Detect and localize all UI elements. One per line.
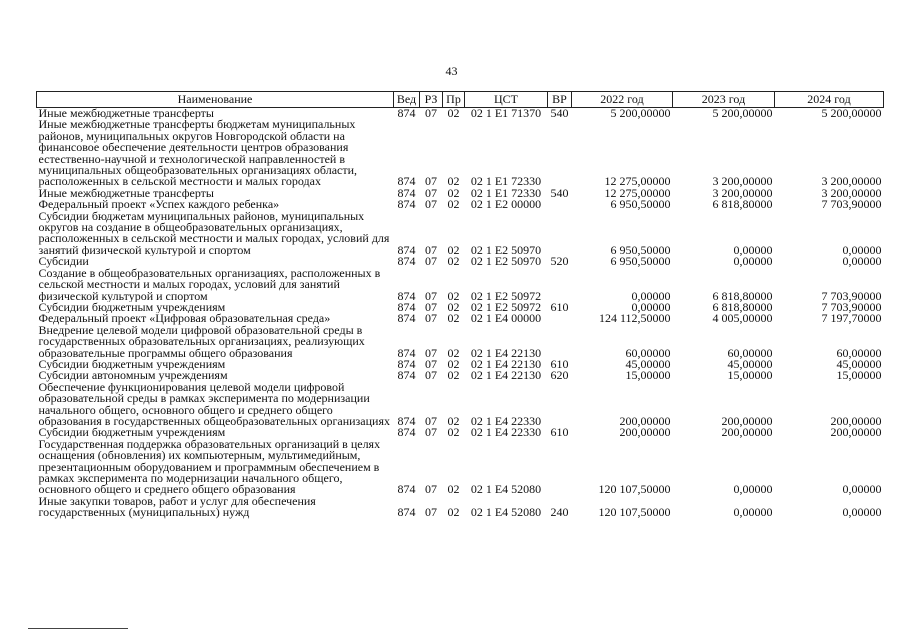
row-amount-2023: 6 818,80000 — [712, 199, 773, 211]
row-amount-2022: 0,00000 — [631, 288, 671, 302]
row-amount-2023: 200,00000 — [721, 413, 773, 428]
row-ved: 874 — [397, 413, 416, 428]
row-ved: 874 — [397, 107, 416, 120]
row-rz: 07 — [425, 358, 437, 371]
row-rz: 07 — [425, 370, 437, 382]
row-rz: 07 — [425, 301, 437, 314]
row-rz: 07 — [425, 482, 437, 496]
table-header-row — [37, 92, 884, 108]
header-ved: Вед — [394, 92, 420, 108]
row-amount-2024: 0,00000 — [842, 256, 882, 268]
row-cst: 02 1 E4 22130 — [470, 358, 542, 371]
row-pr: 02 — [447, 482, 460, 496]
row-rz: 07 — [425, 242, 437, 257]
page-number: 43 — [445, 64, 458, 78]
row-cst: 02 1 E4 22330 — [470, 427, 542, 439]
row-cst: 02 1 E4 22130 — [470, 345, 542, 359]
row-cst: 02 1 E2 50972 — [470, 288, 542, 302]
row-pr: 02 — [447, 370, 460, 382]
row-cst: 02 1 E2 00000 — [470, 199, 542, 211]
row-vr: 620 — [550, 370, 569, 382]
row-rz: 07 — [425, 187, 437, 200]
row-vr: 610 — [550, 427, 569, 439]
row-amount-2023: 6 818,80000 — [712, 288, 773, 302]
row-amount-2024: 0,00000 — [842, 242, 882, 257]
table-row — [37, 108, 884, 120]
row-ved: 874 — [397, 199, 416, 211]
row-amount-2024: 7 703,90000 — [821, 301, 882, 314]
row-ved: 874 — [397, 242, 416, 257]
row-amount-2022: 15,00000 — [625, 370, 671, 382]
table-row — [37, 382, 884, 428]
row-ved: 874 — [397, 288, 416, 302]
row-rz: 07 — [425, 174, 437, 188]
row-vr — [548, 119, 572, 187]
row-pr: 02 — [447, 413, 460, 428]
table-row — [37, 325, 884, 359]
table-row — [37, 268, 884, 302]
row-ved: 874 — [397, 482, 416, 496]
row-pr: 02 — [447, 345, 460, 359]
header-cst: ЦСТ — [465, 92, 548, 108]
row-rz: 07 — [425, 413, 437, 428]
row-rz: 07 — [425, 505, 437, 519]
row-rz: 07 — [425, 345, 437, 359]
row-ved: 874 — [397, 427, 416, 439]
row-rz: 07 — [425, 288, 437, 302]
table-row — [37, 119, 884, 187]
row-amount-2024: 5 200,00000 — [821, 107, 882, 120]
row-name: Субсидии бюджетным учреждениям — [38, 358, 226, 371]
row-ved: 874 — [397, 313, 416, 325]
row-cst: 02 1 E1 72330 — [470, 174, 542, 188]
row-cst: 02 1 E2 50972 — [470, 301, 542, 314]
row-name: Создание в общеобразовательных организациях, расположенных в сельской местности и малых городах, условий для занятий физической культурой и спортом — [38, 267, 381, 302]
row-amount-2024: 7 703,90000 — [821, 288, 882, 302]
row-ved: 874 — [397, 345, 416, 359]
row-ved: 874 — [397, 187, 416, 200]
row-name: Иные межбюджетные трансферты — [38, 187, 214, 200]
row-amount-2023: 5 200,00000 — [712, 107, 773, 120]
table-row — [37, 188, 884, 199]
row-cst: 02 1 E4 22130 — [470, 370, 542, 382]
row-name: Субсидии бюджетным учреждениям — [38, 427, 226, 439]
row-ved: 874 — [397, 174, 416, 188]
row-amount-2024: 45,00000 — [836, 358, 882, 371]
table-row — [37, 370, 884, 381]
row-amount-2022: 60,00000 — [625, 345, 671, 359]
row-pr: 02 — [447, 505, 460, 519]
header-rz: РЗ — [420, 92, 443, 108]
row-pr: 02 — [447, 256, 460, 268]
row-amount-2023: 60,00000 — [727, 345, 773, 359]
row-amount-2023: 4 005,00000 — [712, 313, 773, 325]
row-amount-2023: 3 200,00000 — [712, 187, 773, 200]
row-pr: 02 — [447, 427, 460, 439]
row-amount-2024: 3 200,00000 — [821, 187, 882, 200]
table-row — [37, 256, 884, 267]
row-name: Субсидии автономным учреждениям — [38, 370, 228, 382]
row-amount-2023: 0,00000 — [733, 242, 773, 257]
row-rz: 07 — [425, 107, 437, 120]
row-cst: 02 1 E1 72330 — [470, 187, 542, 200]
row-amount-2023: 200,00000 — [721, 427, 773, 439]
row-amount-2024: 0,00000 — [842, 505, 882, 519]
row-amount-2024: 7 703,90000 — [821, 199, 882, 211]
row-amount-2023: 3 200,00000 — [712, 174, 773, 188]
table-row — [37, 313, 884, 324]
row-rz: 07 — [425, 199, 437, 211]
row-amount-2024: 15,00000 — [836, 370, 882, 382]
row-amount-2022: 45,00000 — [625, 358, 671, 371]
row-amount-2022: 6 950,50000 — [610, 199, 671, 211]
row-cst: 02 1 E2 50970 — [470, 242, 542, 257]
row-vr: 540 — [550, 107, 569, 120]
row-ved: 874 — [397, 505, 416, 519]
table-row — [37, 302, 884, 313]
row-vr: 610 — [550, 358, 569, 371]
row-amount-2022: 124 112,50000 — [598, 313, 671, 325]
row-amount-2022: 120 107,50000 — [598, 505, 671, 519]
row-vr: 520 — [550, 256, 569, 268]
row-pr: 02 — [447, 242, 460, 257]
row-vr — [548, 325, 572, 359]
table-row — [37, 211, 884, 257]
row-pr: 02 — [447, 288, 460, 302]
row-name: Государственная поддержка образовательных организаций в целях оснащения (обновления) их компьютерным, мультимедийным, презентационным оборудованием и программным обеспечением в рамках эксперимента по модернизации начального общего, основного общего и среднего общего образования — [38, 438, 381, 496]
row-ved: 874 — [397, 256, 416, 268]
row-name: Федеральный проект «Цифровая образовательная среда» — [38, 313, 331, 325]
header-pr: Пр — [443, 92, 465, 108]
row-amount-2024: 200,00000 — [830, 413, 882, 428]
header-2023: 2023 год — [673, 92, 775, 108]
row-vr — [548, 211, 572, 257]
row-name: Субсидии бюджетным учреждениям — [38, 301, 226, 314]
header-2024: 2024 год — [775, 92, 884, 108]
row-name: Иные закупки товаров, работ и услуг для обеспечения государственных (муниципальных) нужд — [38, 495, 316, 519]
row-amount-2022: 5 200,00000 — [610, 107, 671, 120]
row-amount-2024: 7 197,70000 — [821, 313, 882, 325]
row-amount-2022: 12 275,00000 — [604, 174, 671, 188]
row-name: Внедрение целевой модели цифровой образовательной среды в государственных образовательных организациях, реализующих образовательные программы общего образования — [38, 324, 365, 359]
row-rz: 07 — [425, 427, 437, 439]
row-pr: 02 — [447, 187, 460, 200]
row-rz: 07 — [425, 313, 437, 325]
row-pr: 02 — [447, 107, 460, 120]
row-cst: 02 1 E2 50970 — [470, 256, 542, 268]
row-vr: 540 — [550, 187, 569, 200]
row-amount-2022: 0,00000 — [631, 301, 671, 314]
row-name: Иные межбюджетные трансферты бюджетам муниципальных районов, муниципальных округов Новгородской области на финансовое обеспечение деятельности центров образования естественно-научной и технологической направленностей в муниципальных общеобразовательных организациях области, расположенных в сельской местности и малых городах — [38, 119, 358, 188]
row-pr: 02 — [447, 301, 460, 314]
table-row — [37, 439, 884, 496]
row-amount-2024: 200,00000 — [830, 427, 882, 439]
row-cst: 02 1 E4 52080 — [470, 505, 542, 519]
row-cst: 02 1 E1 71370 — [470, 107, 542, 120]
row-vr — [548, 199, 572, 210]
row-amount-2023: 0,00000 — [733, 482, 773, 496]
row-amount-2023: 0,00000 — [733, 505, 773, 519]
row-amount-2023: 0,00000 — [733, 256, 773, 268]
row-amount-2022: 200,00000 — [619, 427, 671, 439]
row-pr: 02 — [447, 313, 460, 325]
table-row — [37, 427, 884, 438]
row-vr — [548, 268, 572, 302]
row-amount-2022: 12 275,00000 — [604, 187, 671, 200]
row-name: Субсидии — [38, 256, 89, 268]
row-ved: 874 — [397, 358, 416, 371]
header-name: Наименование — [37, 92, 394, 108]
row-amount-2024: 60,00000 — [836, 345, 882, 359]
budget-table — [36, 91, 884, 519]
row-cst: 02 1 E4 52080 — [470, 482, 542, 496]
row-vr — [548, 313, 572, 324]
row-vr — [548, 439, 572, 496]
row-amount-2023: 15,00000 — [727, 370, 773, 382]
row-amount-2022: 120 107,50000 — [598, 482, 671, 496]
row-name: Иные межбюджетные трансферты — [38, 107, 214, 120]
table-row — [37, 359, 884, 370]
row-amount-2022: 200,00000 — [619, 413, 671, 428]
row-cst: 02 1 E4 22330 — [470, 413, 542, 428]
row-amount-2023: 6 818,80000 — [712, 301, 773, 314]
row-amount-2024: 3 200,00000 — [821, 174, 882, 188]
footer-divider — [28, 628, 128, 629]
table-row — [37, 496, 884, 519]
row-name: Федеральный проект «Успех каждого ребенка» — [38, 199, 280, 211]
row-pr: 02 — [447, 199, 460, 211]
row-name: Обеспечение функционирования целевой модели цифровой образовательной среды в рамках эксперимента по модернизации начального общего, основного общего и среднего общего образования в государственных общеобразовательных организациях — [38, 381, 390, 428]
row-pr: 02 — [447, 358, 460, 371]
row-amount-2022: 6 950,50000 — [610, 242, 671, 257]
row-rz: 07 — [425, 256, 437, 268]
row-pr: 02 — [447, 174, 460, 188]
row-cst: 02 1 E4 00000 — [470, 313, 542, 325]
row-amount-2023: 45,00000 — [727, 358, 773, 371]
row-name: Субсидии бюджетам муниципальных районов, муниципальных округов на создание в общеобразовательных организациях, расположенных в сельской местности и малых городах, условий для занятий физической культурой и спортом — [38, 210, 390, 257]
row-amount-2024: 0,00000 — [842, 482, 882, 496]
header-vr: ВР — [548, 92, 572, 108]
row-ved: 874 — [397, 301, 416, 314]
row-amount-2022: 6 950,50000 — [610, 256, 671, 268]
table-row — [37, 199, 884, 210]
row-vr — [548, 382, 572, 428]
header-2022: 2022 год — [572, 92, 673, 108]
row-vr: 240 — [550, 505, 569, 519]
row-vr: 610 — [550, 301, 569, 314]
row-ved: 874 — [397, 370, 416, 382]
